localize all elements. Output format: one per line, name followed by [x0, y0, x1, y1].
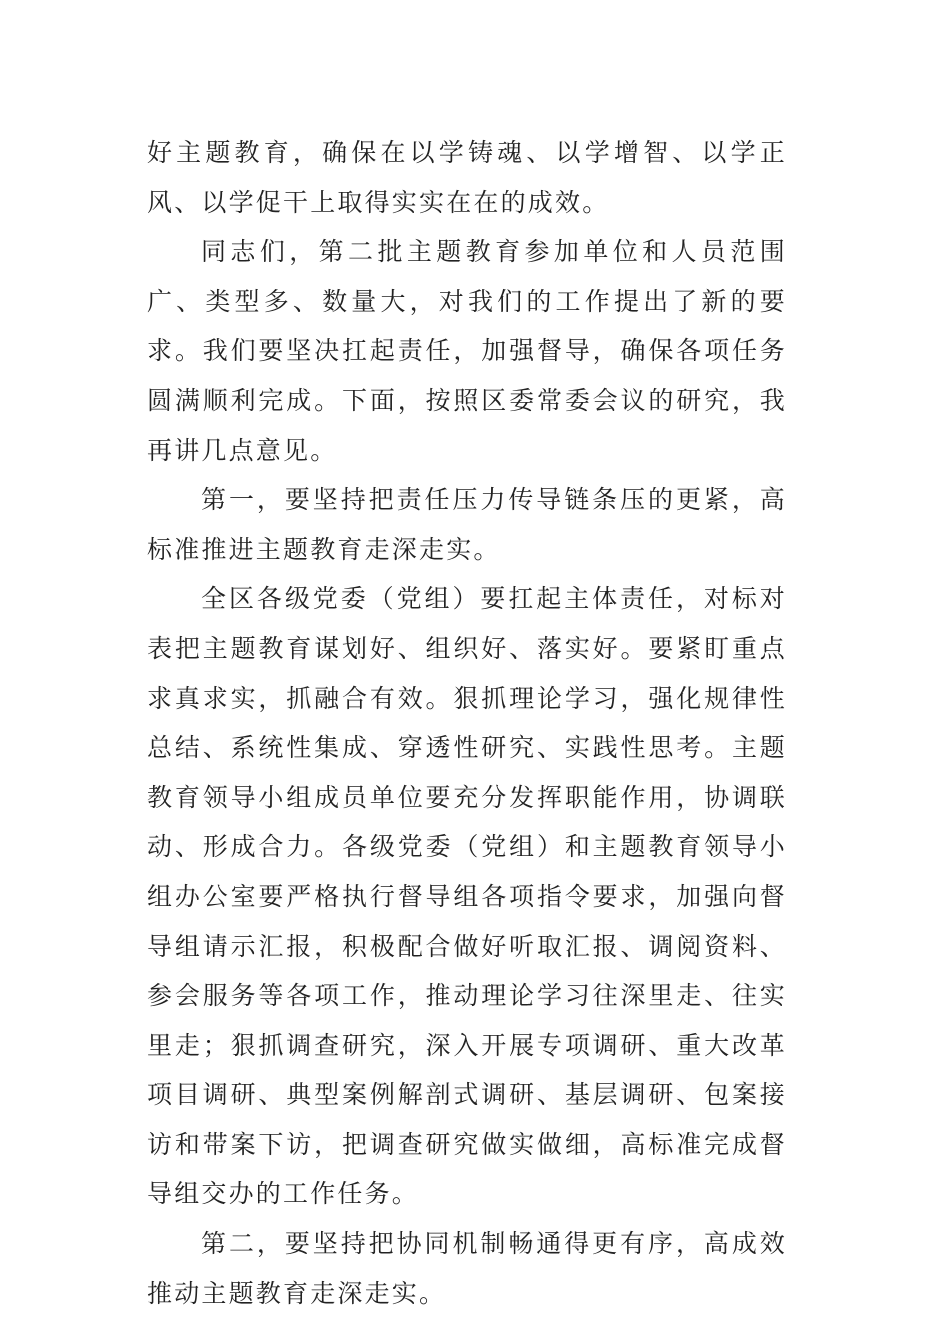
paragraph-comrades: 同志们，第二批主题教育参加单位和人员范围广、类型多、数量大，对我们的工作提出了新的要求。我们要坚决扛起责任，加强督导，确保各项任务圆满顺利完成。下面，按照区委常委会议的研究，我再讲几点意见。	[147, 237, 787, 465]
paragraph-point-one-heading: 第一，要坚持把责任压力传导链条压的更紧，高标准推进主题教育走深走实。	[147, 485, 787, 564]
document-body	[147, 128, 787, 1318]
paragraph-point-one-body: 全区各级党委（党组）要扛起主体责任，对标对表把主题教育谋划好、组织好、落实好。要紧盯重点求真求实，抓融合有效。狠抓理论学习，强化规律性总结、系统性集成、穿透性研究、实践性思考。主题教育领导小组成员单位要充分发挥职能作用，协调联动、形成合力。各级党委（党组）和主题教育领导小组办公室要严格执行督导组各项指令要求，加强向督导组请示汇报，积极配合做好听取汇报、调阅资料、参会服务等各项工作，推动理论学习往深里走、往实里走；狠抓调查研究，深入开展专项调研、重大改革项目调研、典型案例解剖式调研、基层调研、包案接访和带案下访，把调查研究做实做细，高标准完成督导组交办的工作任务。	[147, 584, 787, 1209]
paragraph-point-two-heading: 第二，要坚持把协同机制畅通得更有序，高成效推动主题教育走深走实。	[147, 1229, 787, 1308]
paragraph-continuation: 好主题教育，确保在以学铸魂、以学增智、以学正风、以学促干上取得实实在在的成效。	[147, 138, 787, 217]
